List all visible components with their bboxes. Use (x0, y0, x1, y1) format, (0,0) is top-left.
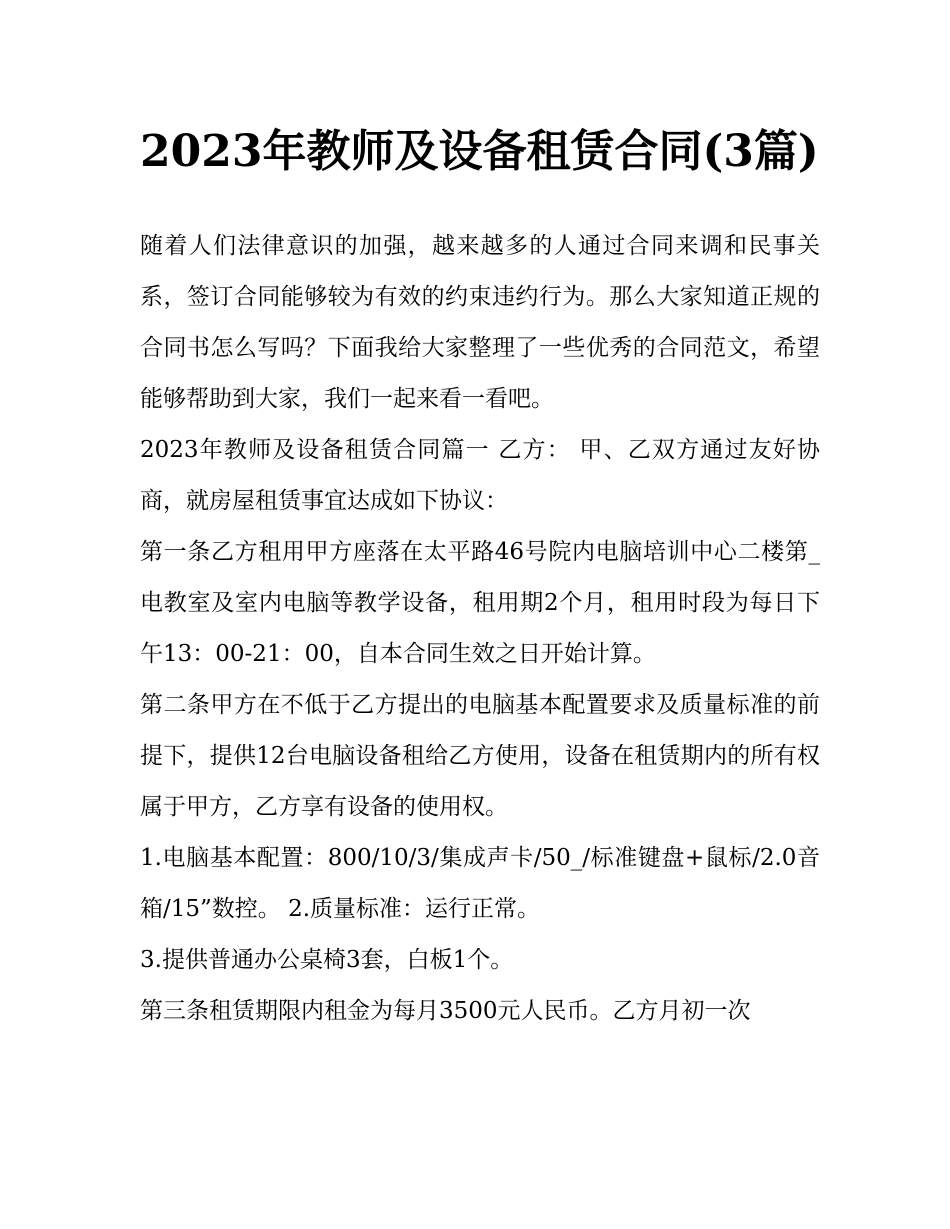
paragraph-furniture: 3.提供普通办公桌椅3套，白板1个。 (140, 947, 514, 973)
document-page (140, 112, 820, 1037)
document-body (140, 221, 820, 1037)
paragraph-article-3: 第三条租赁期限内租金为每月3500元人民币。乙方月初一次 (140, 998, 751, 1024)
paragraph-article-1: 第一条乙方租用甲方座落在太平路46号院内电脑培训中心二楼第_电教室及室内电脑等教学设备，租用期2个月，租用时段为每日下午13：00-21：00，自本合同生效之日开始计算。 (140, 539, 820, 667)
document-title: 2023年教师及设备租赁合同(3篇) (140, 126, 819, 177)
paragraph-contract-opening: 2023年教师及设备租赁合同篇一 乙方： 甲、乙双方通过友好协商，就房屋租赁事宜达成如下协议： (140, 437, 820, 514)
paragraph-intro: 随着人们法律意识的加强，越来越多的人通过合同来调和民事关系，签订合同能够较为有效的约束违约行为。那么大家知道正规的合同书怎么写吗？下面我给大家整理了一些优秀的合同范文，希望能够帮助到大家，我们一起来看一看吧。 (140, 233, 820, 412)
paragraph-article-2: 第二条甲方在不低于乙方提出的电脑基本配置要求及质量标准的前提下，提供12台电脑设备租给乙方使用，设备在租赁期内的所有权属于甲方，乙方享有设备的使用权。 (140, 692, 820, 820)
paragraph-config-quality: 1.电脑基本配置：800/10/3/集成声卡/50_/标准键盘+鼠标/2.0音箱/15”数控。 2.质量标准：运行正常。 (140, 845, 820, 922)
